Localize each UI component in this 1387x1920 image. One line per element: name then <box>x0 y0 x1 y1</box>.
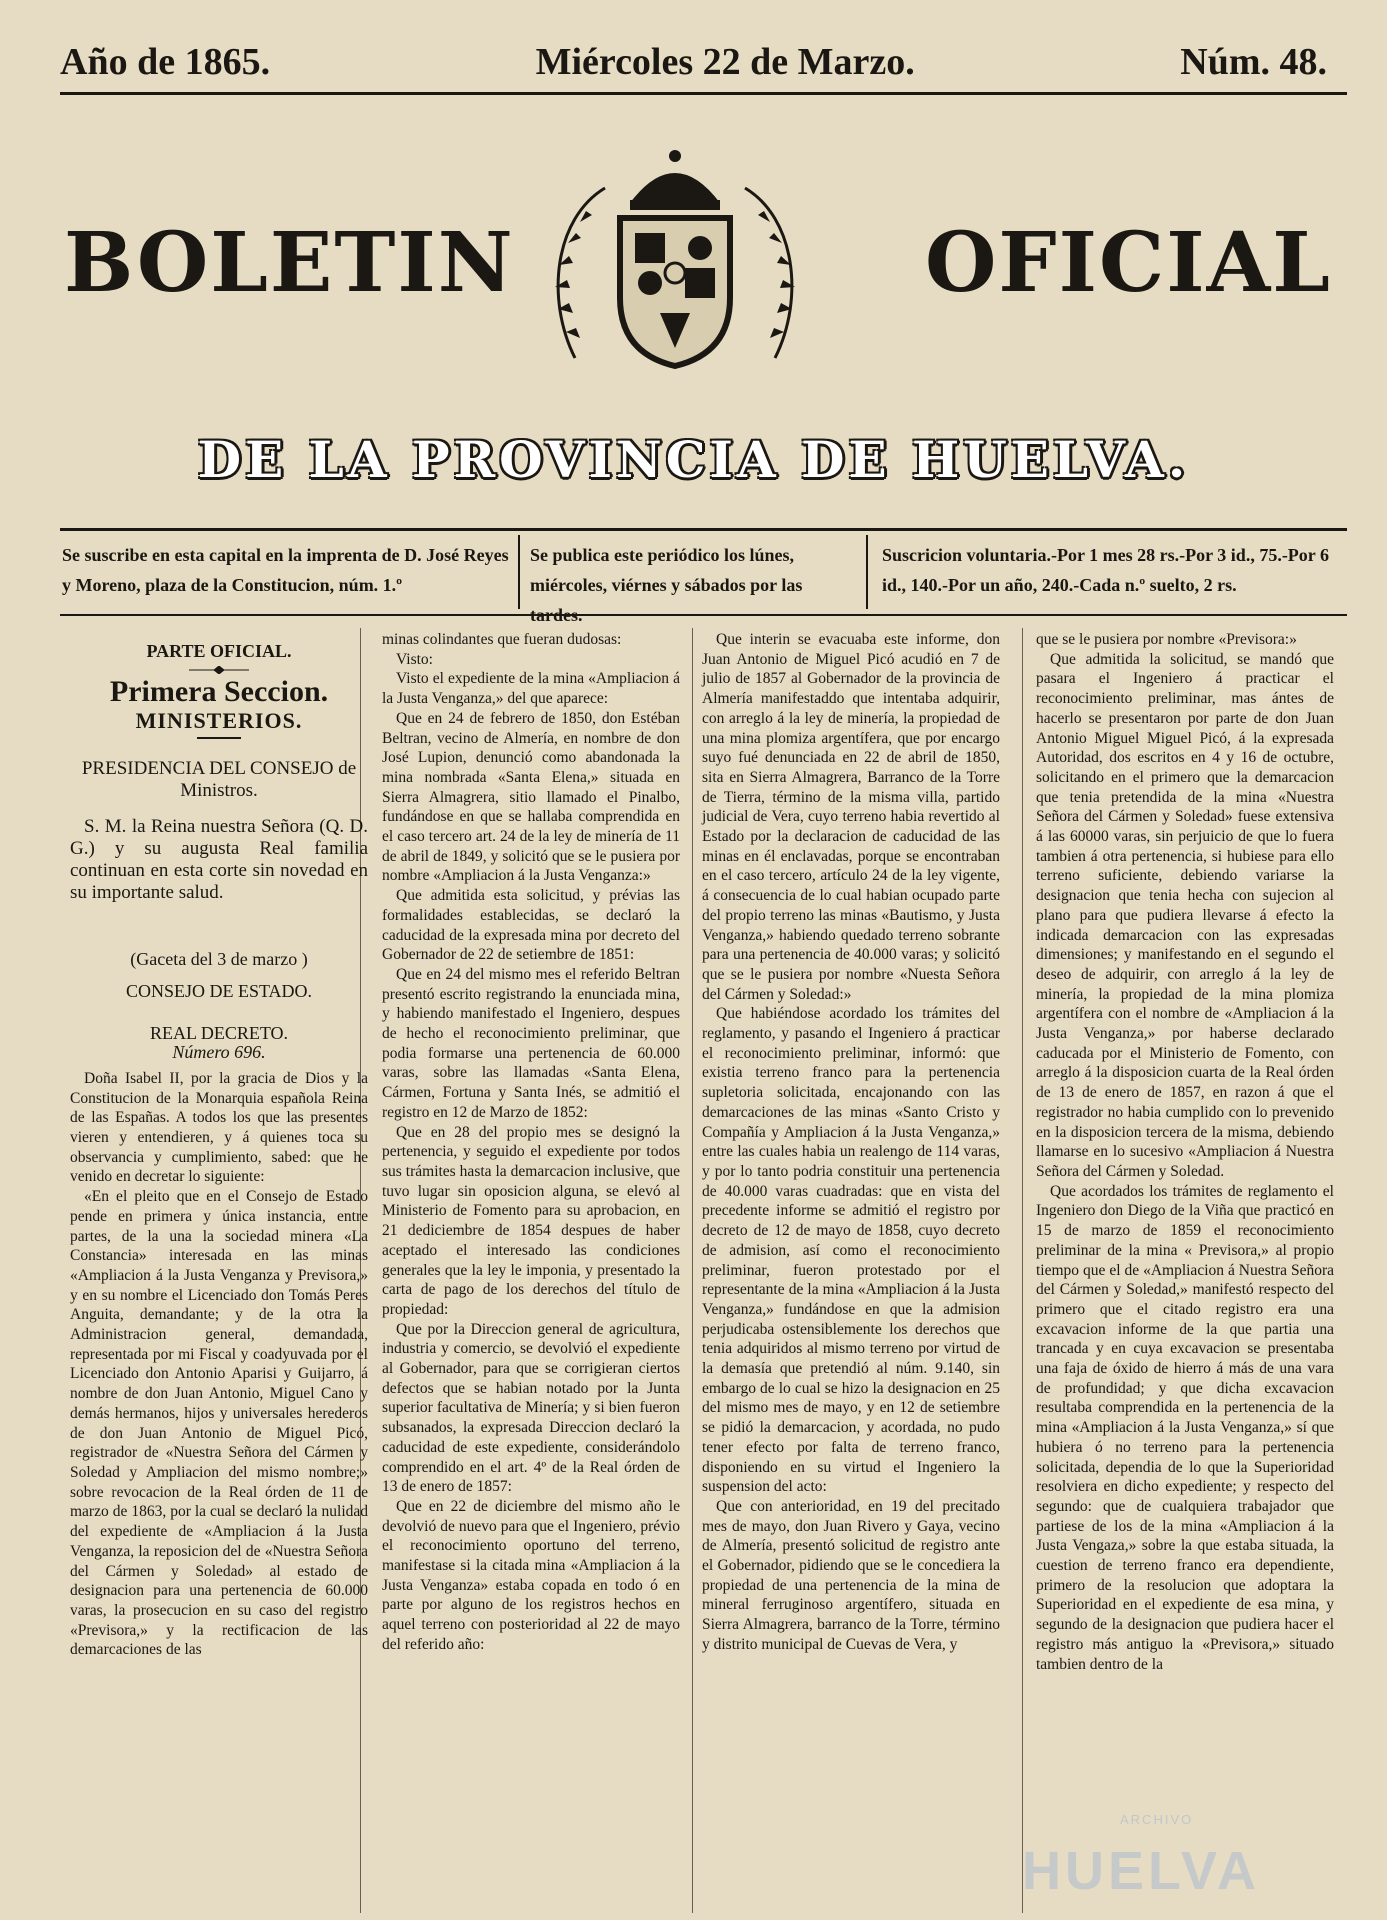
info-bottom-rule <box>60 614 1347 616</box>
dateline <box>60 42 1327 82</box>
paragraph: Que con anterioridad, en 19 del precitado mes de mayo, don Juan Rivero y Gaya, vecino de Almería, presentó solicitud de registro ante el Gobernador, pidiendo que se le concediera la propiedad de una pertenencia de la mina de mineral ferruginoso argentífero, situada en Sierra Almagrera, barranco de la Torre, término y distrito municipal de Cuevas de Vera, y <box>702 1497 1000 1653</box>
ornament-icon <box>197 734 241 742</box>
column-divider <box>692 628 693 1913</box>
info-divider <box>518 535 520 609</box>
paragraph: Que en 24 del mismo mes el referido Beltran presentó escrito registrando la enunciada mina, y habiendo manifestado el Ingeniero, despues de hecho el reconocimiento preliminar, que podia formarse una pertenencia de 60.000 varas, sobre las llamadas «Santa Elena, Cármen, Fortuna y Santa Inés, se admitió el registro en 12 de Marzo de 1852: <box>382 965 680 1121</box>
decree-number: Número 696. <box>172 1042 266 1063</box>
info-divider <box>866 535 868 609</box>
paragraph: Que en 24 de febrero de 1850, don Estéban Beltran, vecino de Almería, en nombre de don José Lupion, denunció como abandonada la mina nombrada «Santa Elena,» situada en Sierra Almagrera, sitio llamado el Pinalbo, fundándose en que se hallaba comprendida en el caso tercero art. 24 de la ley de minería de 11 de abril de 1849, y solicitó que se le pusiera por nombre «Ampliacion á la Justa Venganza:» <box>382 709 680 885</box>
column-2 <box>382 630 680 1655</box>
ministries-heading: MINISTERIOS. <box>135 708 303 734</box>
paragraph: Que acordados los trámites de reglamento el Ingeniero don Diego de la Viña que practicó en 15 de marzo de 1859 el reconocimiento preliminar de la mina « Previsora,» al propio tiempo que el de «Ampliacion á Nuestra Señora del Cármen y Soledad,» manifestó respecto del primero que el citado registro era una excavacion informe de la que partia una trancada y en cuya excavacion se presentaba una faja de óxido de hierro á más de una vara de profundidad; y que dicha excavacion resultaba comprendida en la pertenencia de la mina «Ampliacion á la Justa Venganza,» sí que hubiera ó no terreno para la pertenencia solicitada, dependia de lo que la Superioridad resolviera en dicho expediente; y respecto del segundo: que de cualquiera trabajador que partiese de los de la mina «Ampliacion á la Justa Vengaza,» sobre la que estaba situada, la cuestion de terreno franco era dependiente, primero de la resolucion que adoptara la Superioridad en el expediente de esa mina, y segundo de la designacion que pudiera hacer el registro más antiguo la «Previsora,» situado tambien dentro de la <box>1036 1182 1334 1673</box>
issue-number: Núm. 48. <box>1180 41 1327 83</box>
publication-info: Se publica este periódico los lúnes, miércoles, viérnes y sábados por las tardes. <box>530 545 803 625</box>
paragraph: Que en 28 del propio mes se designó la pertenencia, y seguido el expediente por todos sus trámites hasta la demarcacion inclusive, que tuvo lugar sin oposicion alguna, se elevó al Ministerio de Fomento para su aprobacion, en 21 dediciembre de 1854 despues de haber aceptado el interesado las condiciones generales que la ley le imponia, y presentado la carta de pago de los derechos del título de propiedad: <box>382 1123 680 1318</box>
top-rule <box>60 92 1347 95</box>
paragraph: «En el pleito que en el Consejo de Estado pende en primera y única instancia, entre partes, de la una la sociedad minera «La Constancia» interesada en las minas «Ampliacion á la Justa Venganza y Previsora,» y en su nombre el Licenciado don Tomás Peres Anguita, demandante; y de la otra la Administracion general, demandada, representada por mi Fiscal y coadyuvada por el Licenciado don Antonio Aparisi y Guijarro, á nombre de don Juan Antonio, Miguel Cano y demás hermanos, hijos y universales herederos de don Juan Antonio de Miguel Picó, registrador de «Nuestra Señora del Cármen y Soledad y Ampliacion del mismo nombre;» sobre revocacion de la Real órden de 11 de marzo de 1863, por la cual se declaró la nulidad del expediente de «Ampliacion á la Justa Venganza, la reposicion del de «Nuestra Señora del Cármen y Soledad» al estado de designacion para una pertenencia de 60.000 varas, la prosecucion en su caso del registro «Previsora,» y la rectificacion de las demarcaciones de las <box>70 1188 368 1659</box>
column-3 <box>702 630 1000 1655</box>
paragraph: minas colindantes que fueran dudosas: <box>382 631 622 648</box>
paragraph: Que habiéndose acordado los trámites del reglamento, y pasando el Ingeniero á practicar el reconocimiento preliminar, informó: que existia terreno franco para la pertenencia supletoria solicitada, encajonando con las demarcaciones de las minas «Santo Cristo y Compañía y Ampliacion á la Justa Venganza,» entre las cuales habia un realengo de 114 varas, y por lo tanto podria constituir una pertenencia de 40.000 varas cuadradas: que en vista del precedente informe se admitió el registro por decreto de 12 de mayo de 1858, cuyo decreto de admision, así como el reconocimiento preliminar, fueron protestado por el representante de la mina «Ampliacion á la Justa Venganza,» fundándose en que la admision perjudicaba ostensiblemente los derechos que tenia adquiridos al mismo terreno por virtud de la demasía que pretendió al núm. 9.140, sin embargo de lo cual se hizo la designacion en 25 del mismo mes de mayo, y en 12 de setiembre se pidió la demarcacion, y acordada, no pudo tener efecto por falta de terreno franco, disponiendo en su virtud el Ingeniero la suspension del acto: <box>702 1005 1000 1496</box>
paragraph: Que admitida esta solicitud, y prévias las formalidades establecidas, se declaró la caducidad de la expresada mina por decreto del Gobernador de 22 de setiembre de 1851: <box>382 887 680 964</box>
ornament-icon <box>189 666 249 674</box>
paragraph: Visto el expediente de la mina «Ampliacion á la Justa Venganza,» del que aparece: <box>382 670 680 708</box>
decree-heading: REAL DECRETO. <box>150 1022 288 1043</box>
archive-watermark: HUELVA <box>1022 1841 1260 1901</box>
info-top-rule <box>60 528 1347 531</box>
council-heading: CONSEJO DE ESTADO. <box>125 980 313 1001</box>
paragraph: Que admitida la solicitud, se mandó que pasara el Ingeniero á practicar el reconocimiento preliminar, mas ántes de hacerlo se presentaron por parte de don Juan Antonio Miguel Miguel Picó, á la expresada Autoridad, dos escritos en 4 y 16 de octubre, solicitando en el primero que la demarcacion que tenia pretendida de la mina «Nuestra Señora del Cármen y Soledad» fuese extensiva á las 60000 varas, sin perjuicio de que lo fuera tambien á otra pertenencia, si hubiese para ello terreno suficiente, debiendo variarse la designacion que tenia hecha con sujecion al plano para que pudiera llevarse á efecto la indicada demarcacion con las expresadas dimensiones; y manifestando en el segundo el deseo de adquirir, con arreglo á la ley de minería, la propiedad de la mina plomiza argentífera con el nombre de «Ampliacion á la Justa Venganza,» por haberse declarado caducada por el Ministerio de Fomento, con arreglo á la disposicion cuarta de la Real órden de 13 de enero de 1857, en razon á que el registrador no habia cumplido con lo prevenido en la disposicion tercera de la misma, debiendo llamarse en lo sucesivo «Ampliacion á Nuestra Señora del Cármen y Soledad. <box>1036 650 1334 1180</box>
subscription-info: Se suscribe en esta capital en la imprenta de D. José Reyes y Moreno, plaza de la Constitucion, núm. 1.º <box>62 545 509 595</box>
masthead-title-left: BOLETIN <box>64 215 515 311</box>
masthead-subtitle: DE LA PROVINCIA DE HUELVA. <box>197 430 1190 489</box>
gazette-reference: (Gaceta del 3 de marzo ) <box>130 949 308 970</box>
price-info: Suscricion voluntaria.-Por 1 mes 28 rs.-Por 3 id., 75.-Por 6 id., 140.-Por un año, 240.-Cada n.º suelto, 2 rs. <box>882 545 1329 595</box>
column-4 <box>1036 630 1334 1674</box>
issue-date: Miércoles 22 de Marzo. <box>535 41 915 83</box>
royal-notice: S. M. la Reina nuestra Señora (Q. D. G.) y su augusta Real familia continuan en esta corte sin novedad en su importante salud. <box>70 816 368 904</box>
paragraph: Que interin se evacuaba este informe, don Juan Antonio de Miguel Picó acudió en 7 de julio de 1857 al Gobernador de la provincia de Almería manifestaddo que intentaba adquirir, con arreglo á la ley de minería, la propiedad de una mina plomiza argentífera, que por encargo suyo fué denunciada en 22 de abril de 1850, sita en Sierra Almagrera, Barranco de la Torre de Tierra, término de la misma villa, partido judicial de Vera, cuyo terreno habia revertido al Estado por la declaracion de caducidad de las minas en él enclavadas, porque se encontraban en el caso tercero, artículo 24 de la ley vigente, á consecuencia de lo cual habian ocupado parte del propio terreno las minas «Bautismo, y Justa Venganza,» habiendo quedado terreno sobrante para una pertenencia de 40.000 varas; y solicitó que se le pusiera por nombre «Nuesta Señora del Cármen y Soledad:» <box>702 631 1000 1003</box>
section-title: Primera Seccion. <box>109 674 329 708</box>
paragraph: Doña Isabel II, por la gracia de Dios y la Constitucion de la Monarquia española Reina de las Españas. A todos los que las presentes vieren y entendieren, y á quienes toca su observancia y cumplimiento, sabed: que he venido en decretar lo siguiente: <box>70 1069 368 1186</box>
paragraph: Que por la Direccion general de agricultura, industria y comercio, se devolvió el expediente al Gobernador, para que se corrigieran ciertos defectos que se habian notado por la Junta superior facultativa de Minería; y si bien fueron subsanados, la expresada Direccion declaró la caducidad de este expediente, considerándolo comprendido en el art. 4º de la Real órden de 13 de enero de 1857: <box>382 1320 680 1496</box>
issue-year: Año de 1865. <box>60 41 271 83</box>
paragraph: Que en 22 de diciembre del mismo año le devolvió de nuevo para que el Ingeniero, prévio el reconocimiento oportuno del terreno, manifestase si la citada mina «Ampliacion á la Justa Venganza» estaba copada en todo ó en parte por alguno de los registros hechos en aquel terreno con posterioridad al 22 de mayo del referido año: <box>382 1497 680 1653</box>
archive-watermark-sub: ARCHIVO <box>1120 1812 1194 1827</box>
paragraph: que se le pusiera por nombre «Previsora:» <box>1036 631 1297 648</box>
presidency-heading: PRESIDENCIA DEL CONSEJO de Ministros. <box>81 758 357 802</box>
paragraph: Visto: <box>396 650 433 668</box>
column-1 <box>70 630 368 1660</box>
royal-coat-of-arms-icon <box>535 148 815 378</box>
column-divider <box>1022 628 1023 1913</box>
masthead-title-right: OFICIAL <box>925 215 1332 311</box>
section-heading: PARTE OFICIAL. <box>146 641 292 661</box>
